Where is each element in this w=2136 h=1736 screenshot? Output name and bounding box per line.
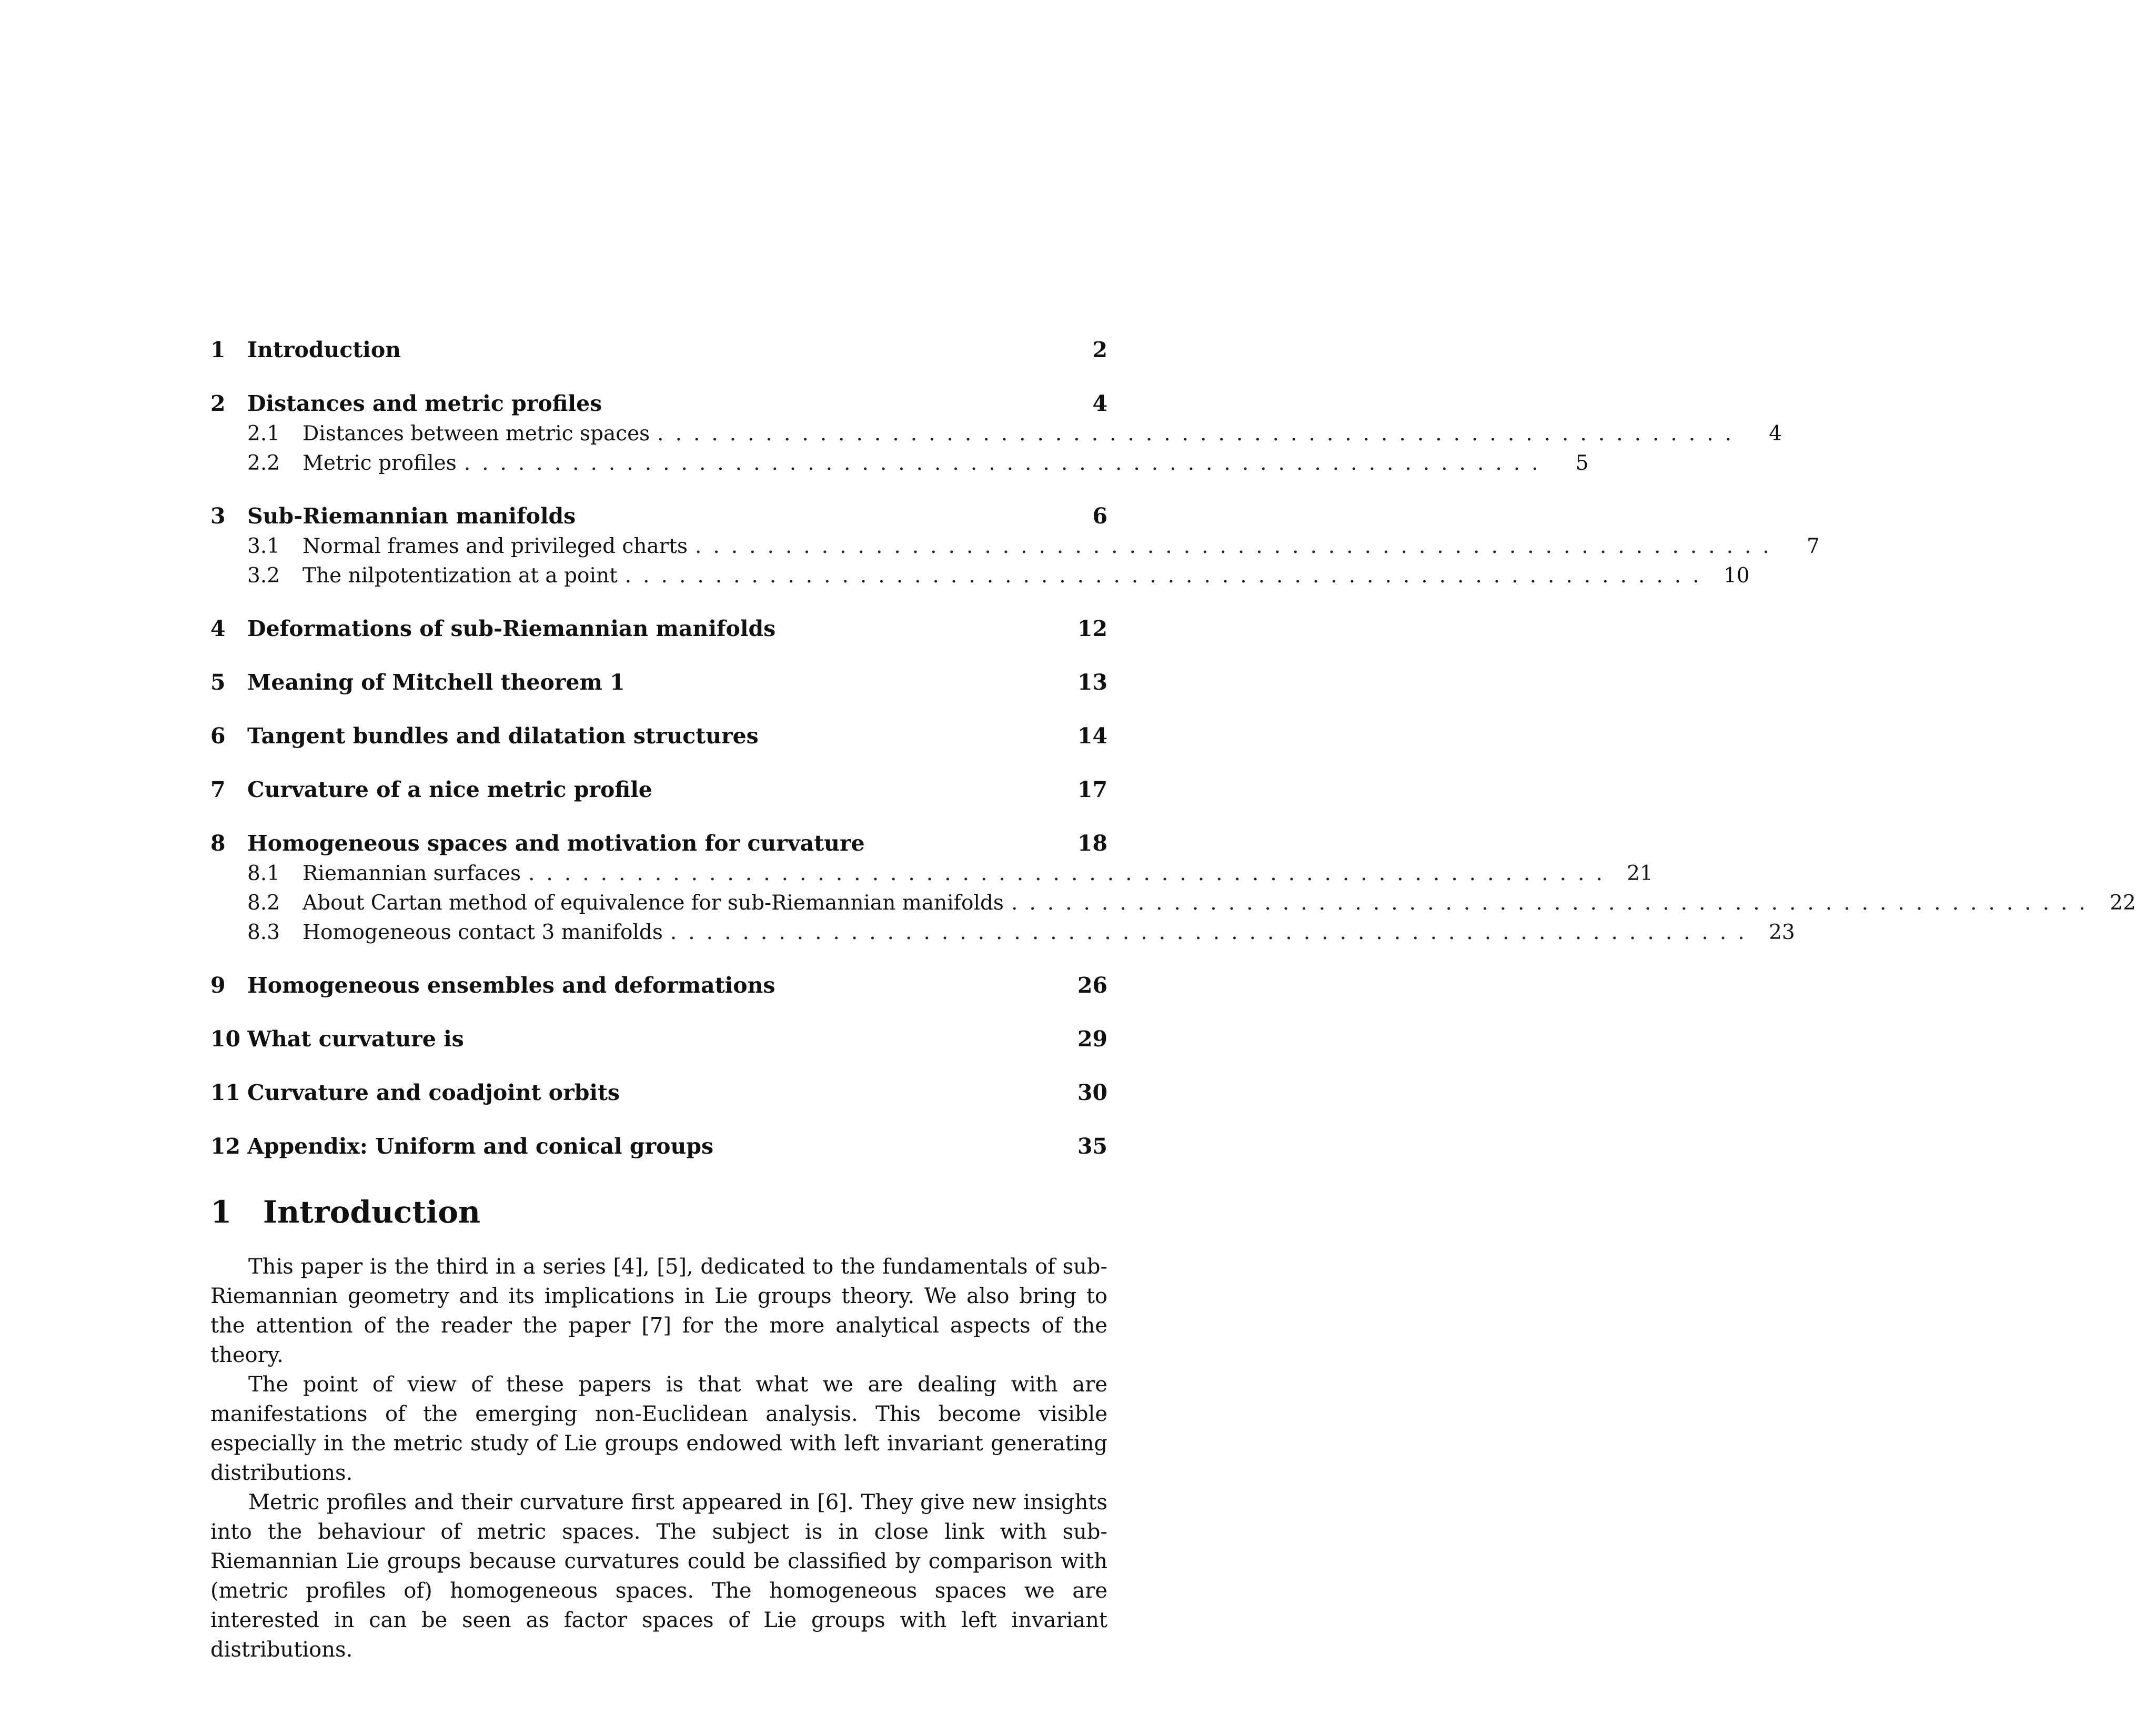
dot-leader: ............................................................ — [1011, 891, 2097, 915]
toc-subsection-entry[interactable] — [210, 889, 2136, 918]
toc-page-number: 12 — [1077, 616, 1107, 641]
toc-page-number: 22 — [2110, 891, 2136, 915]
toc-subsection-entry[interactable] — [210, 449, 1589, 478]
toc-subsection-number: 8.2 — [247, 891, 280, 915]
toc-page-number: 6 — [1092, 503, 1107, 529]
toc-subsection-title: Riemannian surfaces — [303, 862, 521, 885]
toc-section-title: Curvature of a nice metric profile — [247, 777, 652, 802]
toc-section-entry[interactable] — [210, 970, 1107, 1001]
toc-section-number: 12 — [210, 1134, 241, 1159]
toc-section-title: Deformations of sub-Riemannian manifolds — [247, 616, 776, 641]
toc-section-entry[interactable] — [210, 667, 1107, 698]
toc-page-number: 13 — [1077, 670, 1107, 695]
toc-section-entry[interactable] — [210, 774, 1107, 805]
toc-subsection-entry[interactable] — [210, 532, 1820, 561]
toc-subsection-title: Normal frames and privileged charts — [303, 534, 688, 558]
toc-page-number: 4 — [1092, 391, 1107, 416]
toc-section-number: 9 — [210, 973, 226, 998]
toc-subsection-title: The nilpotentization at a point — [303, 564, 618, 588]
toc-page-number: 10 — [1723, 564, 1750, 588]
toc-section-entry[interactable] — [210, 613, 1107, 644]
toc-subsection-title: About Cartan method of equivalence for sub-Riemannian manifolds — [303, 891, 1004, 915]
toc-section-title: Curvature and coadjoint orbits — [247, 1080, 620, 1105]
toc-section-title: Appendix: Uniform and conical groups — [247, 1134, 714, 1159]
toc-page-number: 7 — [1806, 534, 1820, 558]
toc-subsection-title: Distances between metric spaces — [303, 422, 650, 446]
toc-section-number: 5 — [210, 670, 226, 695]
section-number: 1 — [210, 1194, 232, 1230]
toc-page-number: 5 — [1575, 451, 1589, 475]
toc-section-number: 3 — [210, 503, 226, 529]
toc-section-title: Distances and metric profiles — [247, 391, 602, 416]
toc-page-number: 26 — [1077, 973, 1107, 998]
toc-section-title: Tangent bundles and dilatation structures — [247, 723, 759, 749]
toc-page-number: 35 — [1077, 1134, 1107, 1159]
section-heading — [210, 1194, 480, 1230]
toc-section-number: 10 — [210, 1026, 241, 1052]
toc-section-title: Introduction — [247, 337, 401, 362]
toc-subsection-entry[interactable] — [210, 918, 1795, 947]
toc-page-number: 29 — [1077, 1026, 1107, 1052]
toc-section-number: 11 — [210, 1080, 241, 1105]
section-title: Introduction — [263, 1194, 481, 1230]
table-of-contents — [210, 334, 2136, 1162]
toc-section-title: What curvature is — [247, 1026, 464, 1052]
paragraph: This paper is the third in a series [4], [5], dedicated to the fundamentals of sub-Riemannian geometry and its implications in Lie groups theory. We also bring to the attention of the reader the paper [7] for the more analytical aspects of the theory. — [210, 1255, 1107, 1367]
toc-section-entry[interactable] — [210, 500, 1107, 532]
toc-subsection-number: 8.1 — [247, 862, 280, 885]
toc-page-number: 18 — [1077, 831, 1107, 856]
dot-leader: ............................................................ — [694, 534, 1781, 558]
toc-page-number: 2 — [1092, 337, 1107, 362]
toc-page-number: 23 — [1769, 921, 1795, 944]
toc-page-number: 17 — [1077, 777, 1107, 802]
dot-leader: ............................................................ — [670, 921, 1756, 944]
toc-section-number: 4 — [210, 616, 226, 641]
toc-section-title: Homogeneous ensembles and deformations — [247, 973, 775, 998]
toc-section-entry[interactable] — [210, 720, 1107, 752]
toc-section-title: Sub-Riemannian manifolds — [247, 503, 576, 529]
dot-leader: ............................................................ — [624, 564, 1711, 588]
dot-leader: ............................................................ — [657, 422, 1743, 446]
toc-page-number: 21 — [1627, 862, 1653, 885]
toc-section-entry[interactable] — [210, 1131, 1107, 1162]
toc-section-number: 7 — [210, 777, 226, 802]
paragraph: The point of view of these papers is that what we are dealing with are manifestations of the emerging non-Euclidean analysis. This become visible especially in the metric study of Lie groups endowed with left invariant generating distributions. — [210, 1372, 1107, 1485]
toc-page-number: 14 — [1077, 723, 1107, 749]
toc-section-entry[interactable] — [210, 1023, 1107, 1055]
toc-subsection-entry[interactable] — [210, 419, 1782, 449]
toc-section-number: 8 — [210, 831, 226, 856]
toc-section-title: Meaning of Mitchell theorem 1 — [247, 670, 625, 695]
toc-subsection-title: Homogeneous contact 3 manifolds — [303, 921, 663, 944]
toc-section-entry[interactable] — [210, 1077, 1107, 1108]
toc-section-entry[interactable] — [210, 334, 1107, 366]
toc-section-number: 2 — [210, 391, 226, 416]
toc-subsection-number: 3.1 — [247, 534, 280, 558]
toc-subsection-number: 2.2 — [247, 451, 280, 475]
toc-section-number: 1 — [210, 337, 226, 362]
toc-section-number: 6 — [210, 723, 226, 749]
toc-page-number: 30 — [1077, 1080, 1107, 1105]
toc-subsection-entry[interactable] — [210, 859, 1653, 889]
toc-subsection-entry[interactable] — [210, 561, 1750, 591]
toc-section-title: Homogeneous spaces and motivation for curvature — [247, 831, 865, 856]
paragraph: Metric profiles and their curvature first appeared in [6]. They give new insights into the behaviour of metric spaces. The subject is in close link with sub-Riemannian Lie groups because curvatures could be classified by comparison with (metric profiles of) homogeneous spaces. The homogeneous spaces we are interested in can be seen as factor spaces of Lie groups with left invariant distributions. — [210, 1490, 1107, 1662]
toc-section-entry[interactable] — [210, 388, 1107, 419]
dot-leader: ............................................................ — [528, 862, 1614, 885]
toc-section-entry[interactable] — [210, 827, 1107, 859]
toc-page-number: 4 — [1769, 422, 1782, 446]
toc-subsection-title: Metric profiles — [303, 451, 457, 475]
toc-subsection-number: 3.2 — [247, 564, 280, 588]
dot-leader: ............................................................ — [464, 451, 1550, 475]
section-body — [210, 1252, 1107, 1664]
toc-subsection-number: 2.1 — [247, 422, 280, 446]
toc-subsection-number: 8.3 — [247, 921, 280, 944]
